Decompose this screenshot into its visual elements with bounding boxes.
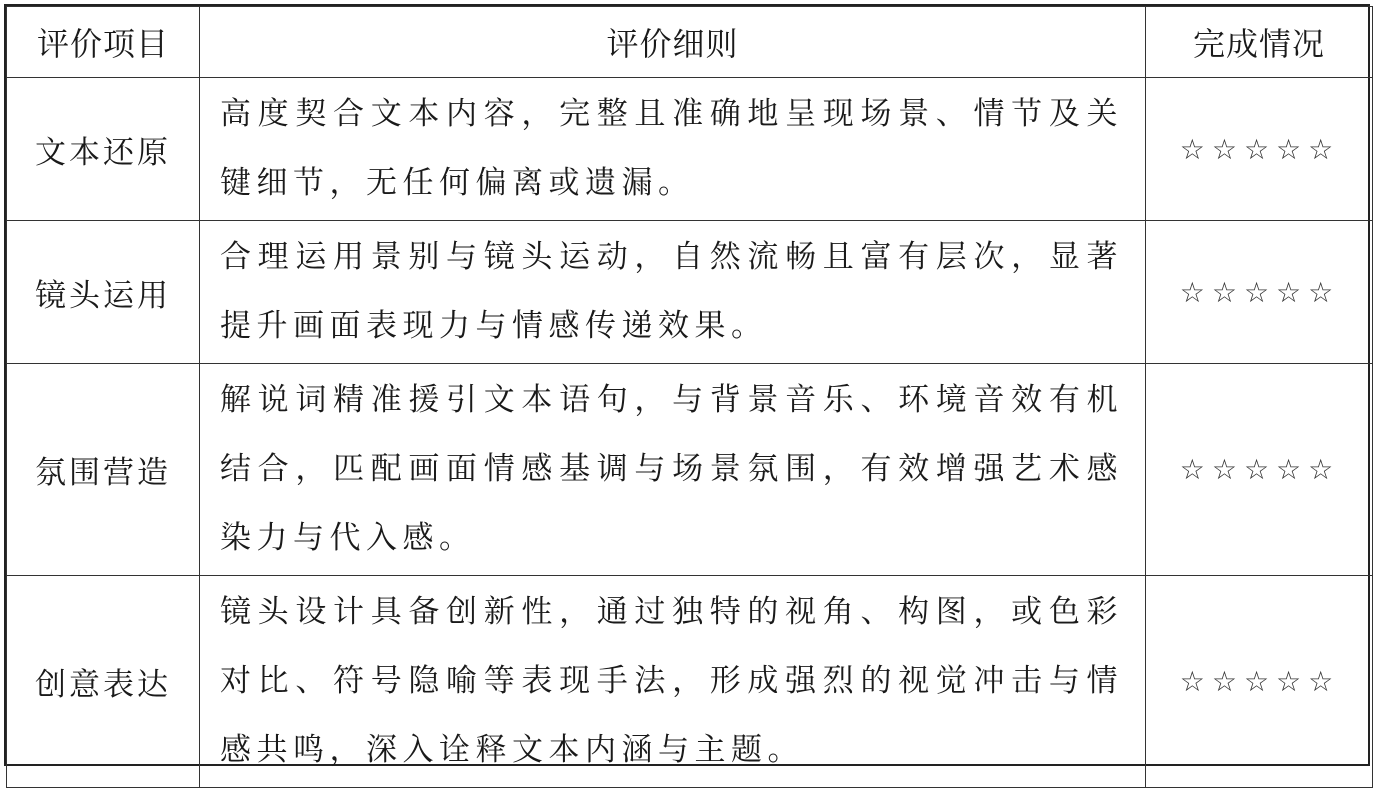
table-row (7, 364, 1373, 576)
evaluation-table (4, 4, 1370, 766)
rating-stars[interactable] (1146, 221, 1373, 364)
rating-stars[interactable] (1146, 364, 1373, 576)
empty-star-icon[interactable]: ☆ (1179, 132, 1210, 166)
empty-star-icon[interactable]: ☆ (1276, 132, 1307, 166)
empty-star-icon[interactable]: ☆ (1308, 275, 1339, 309)
row-detail: 解说词精准援引文本语句，与背景音乐、环境音效有机结合，匹配画面情感基调与场景氛围，有效增强艺术感染力与代入感。 (200, 364, 1146, 576)
empty-star-icon[interactable]: ☆ (1179, 275, 1210, 309)
row-detail: 镜头设计具备创新性，通过独特的视角、构图，或色彩对比、符号隐喻等表现手法，形成强烈的视觉冲击与情感共鸣，深入诠释文本内涵与主题。 (200, 576, 1146, 788)
header-row (7, 7, 1373, 78)
row-detail: 合理运用景别与镜头运动，自然流畅且富有层次，显著提升画面表现力与情感传递效果。 (200, 221, 1146, 364)
empty-star-icon[interactable]: ☆ (1211, 665, 1242, 698)
empty-star-icon[interactable]: ☆ (1276, 453, 1307, 486)
empty-star-icon[interactable]: ☆ (1243, 275, 1275, 309)
row-item: 氛围营造 (7, 364, 200, 576)
table-row (7, 221, 1373, 364)
empty-star-icon[interactable]: ☆ (1179, 453, 1210, 486)
empty-star-icon[interactable]: ☆ (1179, 665, 1210, 698)
empty-star-icon[interactable]: ☆ (1243, 665, 1275, 698)
row-detail: 高度契合文本内容，完整且准确地呈现场景、情节及关键细节，无任何偏离或遗漏。 (200, 78, 1146, 221)
evaluation-grid (6, 6, 1373, 788)
rating-stars[interactable] (1146, 576, 1373, 788)
empty-star-icon[interactable]: ☆ (1308, 132, 1339, 166)
table-row (7, 78, 1373, 221)
header-status: 完成情况 (1146, 7, 1373, 78)
header-item: 评价项目 (7, 7, 200, 78)
empty-star-icon[interactable]: ☆ (1211, 453, 1242, 486)
header-detail: 评价细则 (200, 7, 1146, 78)
table-row (7, 576, 1373, 788)
rating-stars[interactable] (1146, 78, 1373, 221)
empty-star-icon[interactable]: ☆ (1211, 132, 1242, 166)
empty-star-icon[interactable]: ☆ (1243, 453, 1275, 486)
empty-star-icon[interactable]: ☆ (1308, 665, 1339, 698)
empty-star-icon[interactable]: ☆ (1276, 275, 1307, 309)
row-item: 镜头运用 (7, 221, 200, 364)
empty-star-icon[interactable]: ☆ (1243, 132, 1275, 166)
empty-star-icon[interactable]: ☆ (1211, 275, 1242, 309)
row-item: 创意表达 (7, 576, 200, 788)
empty-star-icon[interactable]: ☆ (1276, 665, 1307, 698)
empty-star-icon[interactable]: ☆ (1308, 453, 1339, 486)
row-item: 文本还原 (7, 78, 200, 221)
